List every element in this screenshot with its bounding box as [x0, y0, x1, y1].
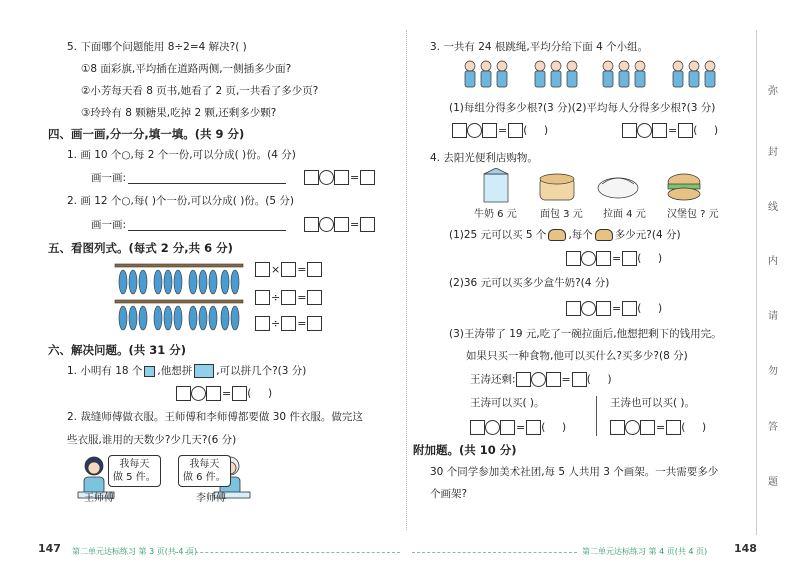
name-li: 李师傅: [196, 493, 226, 504]
footer-text-right: 第二单元达标练习 第 4 页(共 4 页): [582, 547, 708, 556]
answer-box[interactable]: [622, 251, 637, 266]
q4-title: 4. 去阳光便利店购物。: [430, 152, 538, 164]
sec6-q1-text-a: 1. 小明有 18 个: [67, 365, 143, 377]
answer-box[interactable]: [666, 420, 681, 435]
answer-box[interactable]: [360, 217, 375, 232]
answer-box[interactable]: [255, 262, 270, 277]
divide-sign: ÷: [271, 316, 281, 330]
q5-option-2: ②小芳每天看 8 页书,她看了 2 页,一共看了多少页?: [81, 85, 319, 97]
answer-box[interactable]: [206, 386, 221, 401]
q4-part2-equation: = ( ): [566, 301, 662, 316]
q4-part3-remaining: 王涛还剩: = ( ): [470, 372, 612, 386]
answer-box[interactable]: [566, 251, 581, 266]
q3-title: 3. 一共有 24 根跳绳,平均分给下面 4 个小组。: [430, 41, 649, 53]
sec4-q1: 1. 画 10 个○,每 2 个一份,可以分成( )份。(4 分): [67, 149, 296, 161]
store-items-image: [478, 168, 728, 204]
operator-circle[interactable]: [581, 251, 596, 266]
margin-char: 答: [768, 422, 778, 433]
margin-char: 勿: [768, 366, 778, 377]
item-milk-label: 牛奶 6 元: [474, 209, 517, 220]
sec6-q1-text-b: ,他想拼: [157, 365, 193, 377]
margin-char: 内: [768, 256, 778, 267]
answer-box[interactable]: [500, 420, 515, 435]
q5-title: 5. 下面哪个问题能用 8÷2=4 解决?( ): [67, 41, 247, 53]
margin-char: 线: [768, 202, 778, 213]
answer-box[interactable]: [652, 123, 667, 138]
operator-circle[interactable]: [625, 420, 640, 435]
answer-box[interactable]: [281, 290, 296, 305]
answer-box[interactable]: [255, 290, 270, 305]
sec5-equation-2: ÷ =: [255, 290, 322, 305]
answer-box[interactable]: [622, 123, 637, 138]
page-number-right: 148: [734, 542, 757, 555]
fish-groups-image: [113, 262, 245, 336]
item-burger-label: 汉堡包 ? 元: [667, 209, 719, 220]
answer-box[interactable]: [281, 262, 296, 277]
footer-rule-right: [412, 552, 577, 553]
answer-box[interactable]: [640, 420, 655, 435]
answer-box[interactable]: [482, 123, 497, 138]
binding-line: [756, 30, 757, 535]
item-bread-label: 面包 3 元: [540, 209, 583, 220]
can-buy-2-equation: = ( ): [610, 420, 706, 435]
answer-box[interactable]: [572, 372, 587, 387]
sec5-equation-3: ÷ =: [255, 316, 322, 331]
answer-box[interactable]: [307, 262, 322, 277]
can-buy-1: 王涛可以买( )。: [470, 397, 545, 409]
item-noodles-label: 拉面 4 元: [603, 209, 646, 220]
answer-box[interactable]: [526, 420, 541, 435]
remaining-label: 王涛还剩:: [470, 373, 516, 386]
operator-circle[interactable]: [485, 420, 500, 435]
extra-heading: 附加题。(共 10 分): [413, 443, 517, 457]
cuboid-icon: [194, 364, 214, 378]
page-divider: [406, 30, 407, 530]
sec4-q2: 2. 画 12 个○,每( )个一份,可以分成( )份。(5 分): [67, 195, 295, 207]
answer-box[interactable]: [334, 170, 349, 185]
footer-text-left: 第二单元达标练习 第 3 页(共 4 页): [72, 547, 198, 556]
q4-part1-text-c: 多少元?(4 分): [614, 229, 681, 241]
sec5-equation-1: × =: [255, 262, 322, 277]
sec6-q1: [67, 364, 306, 378]
margin-char: 请: [768, 311, 778, 322]
sec6-q1-text-c: ,可以拼几个?(3 分): [216, 365, 307, 377]
jump-rope-children-image: [458, 58, 728, 94]
operator-circle[interactable]: [581, 301, 596, 316]
answer-box[interactable]: [176, 386, 191, 401]
sec4-q2-draw-label: 画一画:: [91, 219, 127, 231]
footer-rule-left: [175, 552, 400, 553]
answer-box[interactable]: [304, 217, 319, 232]
q4-part3-line1: (3)王涛带了 19 元,吃了一碗拉面后,他想把剩下的钱用完。: [449, 328, 722, 340]
answer-box[interactable]: [334, 217, 349, 232]
section-5-heading: 五、看图列式。(每式 2 分,共 6 分): [48, 241, 233, 255]
q3-equation-2: = ( ): [622, 123, 718, 138]
q4-part2: (2)36 元可以买多少盒牛奶?(4 分): [449, 277, 610, 289]
sec6-q2-line2: 些衣服,谁用的天数少?少几天?(6 分): [67, 434, 237, 446]
answer-box[interactable]: [678, 123, 693, 138]
operator-circle[interactable]: [467, 123, 482, 138]
answer-box[interactable]: [596, 301, 611, 316]
q4-part1-equation: = ( ): [566, 251, 662, 266]
cube-icon: [144, 366, 155, 377]
can-buy-1-equation: = ( ): [470, 420, 566, 435]
q3-equation-1: = ( ): [452, 123, 548, 138]
sec6-q2-line1: 2. 裁缝师傅做衣服。王师傅和李师傅都要做 30 件衣服。做完这: [67, 411, 363, 423]
margin-char: 题: [768, 477, 778, 488]
operator-circle[interactable]: [637, 123, 652, 138]
answer-box[interactable]: [255, 316, 270, 331]
sec4-q2-draw-line: [128, 230, 286, 231]
answer-box[interactable]: [596, 251, 611, 266]
answer-box[interactable]: [281, 316, 296, 331]
name-wang: 王师傅: [84, 493, 114, 504]
operator-circle[interactable]: [319, 217, 334, 232]
extra-line2: 个画架?: [430, 488, 468, 500]
extra-line1: 30 个同学参加美术社团,每 5 人共用 3 个画架。一共需要多少: [430, 466, 719, 478]
divide-sign: ÷: [271, 290, 281, 304]
operator-circle[interactable]: [531, 372, 546, 387]
answer-box[interactable]: [360, 170, 375, 185]
margin-char: 封: [768, 147, 778, 158]
answer-box[interactable]: [304, 170, 319, 185]
answer-box[interactable]: [452, 123, 467, 138]
sec4-q1-draw-label: 画一画:: [91, 172, 127, 184]
q5-option-3: ③玲玲有 8 颗糖果,吃掉 2 颗,还剩多少颗?: [81, 107, 277, 119]
q5-option-1: ①8 面彩旗,平均插在道路两侧,一侧插多少面?: [81, 63, 292, 75]
q4-part3-line2: 如果只买一种食物,他可以买什么?买多少?(8 分): [466, 350, 688, 362]
burger-icon: [548, 229, 566, 241]
bubble-wang: 我每天 做 5 件。: [108, 455, 161, 487]
operator-circle[interactable]: [191, 386, 206, 401]
operator-circle[interactable]: [319, 170, 334, 185]
q4-part1: [449, 228, 681, 242]
q4-part1-text-a: (1)25 元可以买 5 个: [449, 229, 547, 241]
sec4-q1-equation: =: [304, 170, 375, 185]
can-buy-2: 王涛也可以买( )。: [610, 397, 696, 409]
answer-box[interactable]: [307, 290, 322, 305]
answer-box[interactable]: [566, 301, 581, 316]
answer-box[interactable]: [508, 123, 523, 138]
answer-box[interactable]: [622, 301, 637, 316]
multiply-sign: ×: [271, 262, 281, 276]
burger-icon: [595, 229, 613, 241]
answer-box[interactable]: [610, 420, 625, 435]
answer-box[interactable]: [307, 316, 322, 331]
q3-sub-questions: (1)每组分得多少根?(3 分)(2)平均每人分得多少根?(3 分): [449, 102, 716, 114]
margin-char: 弥: [768, 86, 778, 97]
answer-box[interactable]: [470, 420, 485, 435]
answer-box[interactable]: [516, 372, 531, 387]
section-6-heading: 六、解决问题。(共 31 分): [48, 343, 187, 357]
sec6-q1-equation: = ( ): [176, 386, 272, 401]
section-4-heading: 四、画一画,分一分,填一填。(共 9 分): [48, 127, 245, 141]
bubble-li: 我每天 做 6 件。: [178, 455, 231, 487]
q4-part1-text-b: ,每个: [568, 229, 593, 241]
answer-box[interactable]: [232, 386, 247, 401]
answer-box[interactable]: [546, 372, 561, 387]
page-number-left: 147: [38, 542, 61, 555]
sec4-q2-equation: =: [304, 217, 375, 232]
sec4-q1-draw-line: [128, 183, 286, 184]
answer-separator: [596, 396, 597, 436]
